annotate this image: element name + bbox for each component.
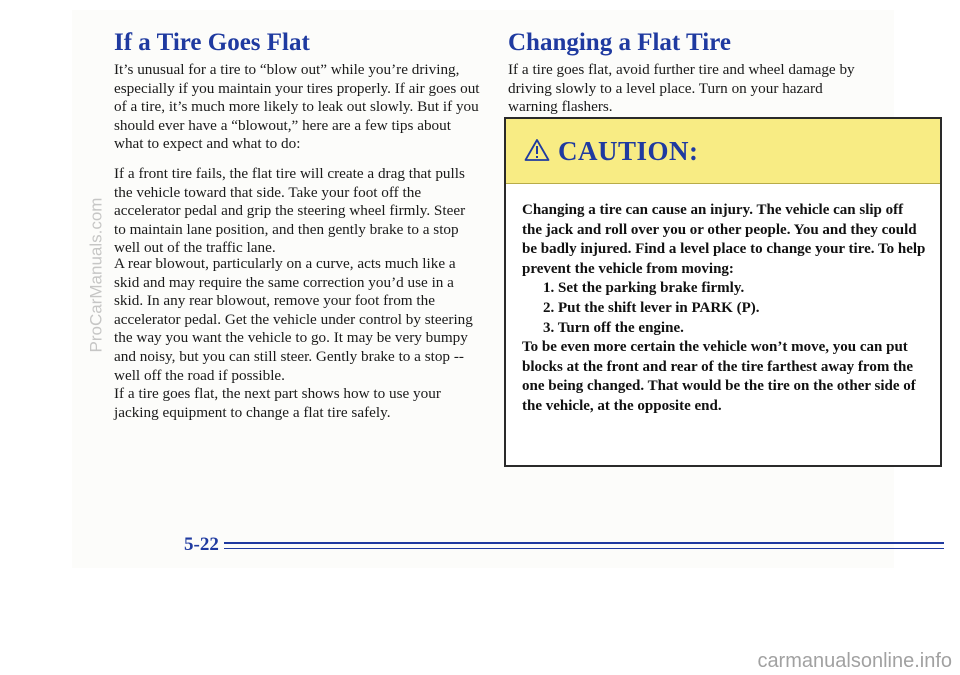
paragraph-changing-intro: If a tire goes flat, avoid further tire and wheel damage by driving slowly to a level place. Turn on your hazard warning flashers. [508, 61, 855, 116]
page-number: 5-22 [184, 534, 219, 555]
site-footer-text: carmanualsonline.info [757, 650, 952, 672]
caution-outro-text: To be even more certain the vehicle won’t move, you can put blocks at the front and rear of the tire farthest away from the one being changed. That would be the tire on the other side of the vehicle, at the opposite end. [522, 339, 916, 414]
caution-title: CAUTION: [558, 136, 699, 166]
footer-rule-thick [224, 542, 944, 544]
caution-step: 3. Turn off the engine. [543, 319, 684, 336]
manual-page [72, 10, 926, 568]
caution-header-band [506, 119, 940, 184]
caution-body [522, 201, 926, 417]
caution-intro-text: Changing a tire can cause an injury. The vehicle can slip off the jack and roll over you or other people. You and they could be badly injured. Find a level place to change your tire. To help prevent the vehicle from moving: [522, 202, 926, 277]
footer-rule-thin [224, 548, 944, 549]
section-heading-flat-tire: If a Tire Goes Flat [114, 29, 310, 56]
section-heading-changing-tire: Changing a Flat Tire [508, 29, 731, 56]
caution-step: 2. Put the shift lever in PARK (P). [543, 299, 760, 316]
caution-box [504, 117, 942, 467]
paragraph-front-tire-failure: If a front tire fails, the flat tire will create a drag that pulls the vehicle toward that side. Take your foot off the accelerator pedal and grip the steering wheel firmly. Steer to maintain lane position, and then gently brake to a stop well out of the traffic lane. [114, 165, 466, 257]
paragraph-blowout-intro: It’s unusual for a tire to “blow out” while you’re driving, especially if you maintain your tires properly. If air goes out of a tire, it’s much more likely to leak out slowly. But if you should ever have a “blowout,” here are a few tips about what to expect and what to do: [114, 61, 480, 153]
paragraph-rear-blowout: A rear blowout, particularly on a curve, acts much like a skid and may require the same correction you’d use in a skid. In any rear blowout, remove your foot from the accelerator pedal. Get the vehicle under control by steering the way you want the vehicle to go. It may be very bumpy and noisy, but you can still steer. Gently brake to a stop -- well off the road if possible. [114, 255, 473, 384]
watermark-text: ProCarManuals.com [86, 197, 106, 353]
caution-step: 1. Set the parking brake firmly. [543, 280, 745, 297]
paragraph-next-part: If a tire goes flat, the next part shows how to use your jacking equipment to change a flat tire safely. [114, 385, 441, 421]
warning-triangle-icon [524, 138, 550, 162]
caution-steps-list [522, 279, 926, 338]
watermark [84, 130, 108, 420]
